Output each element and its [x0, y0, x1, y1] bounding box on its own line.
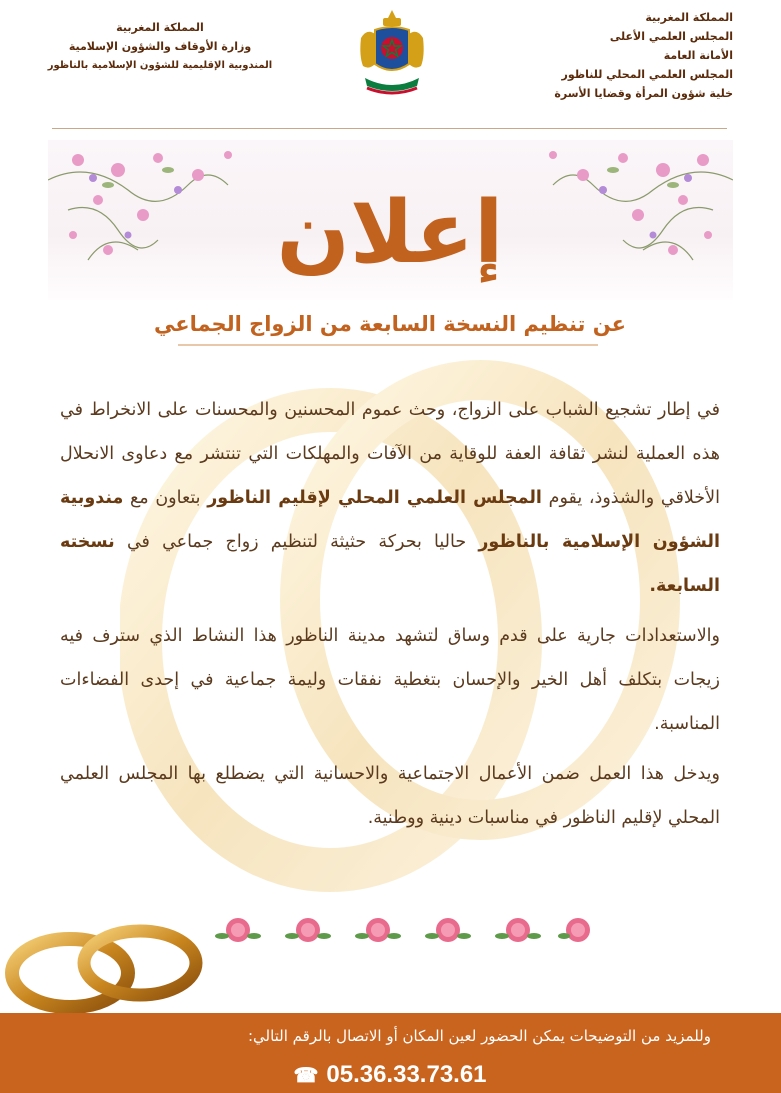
body-highlight: المجلس العلمي المحلي لإقليم الناظور	[207, 488, 542, 508]
header-right-line: الأمانة العامة	[663, 49, 733, 62]
header-left-line: المندوبية الإقليمية للشؤون الإسلامية بالناظور	[47, 60, 273, 71]
header-right-line: خلية شؤون المرأة وقضايا الأسرة	[554, 87, 733, 100]
header-right-line: المملكة المغربية	[645, 11, 733, 24]
body-highlight: نسخته السابعة.	[60, 532, 720, 596]
body-paragraph	[60, 388, 720, 608]
header-right-line: المجلس العلمي الأعلى	[609, 30, 733, 43]
header-left-line: وزارة الأوقاف والشؤون الإسلامية	[68, 40, 252, 53]
body-paragraph: ويدخل هذا العمل ضمن الأعمال الاجتماعية والاحسانية التي يضطلع بها المجلس العلمي المحلي لإقليم الناظور في مناسبات دينية ووطنية.	[60, 764, 720, 828]
announcement-body	[60, 388, 720, 846]
header-divider	[52, 128, 727, 129]
phone-icon: ☎	[293, 1065, 319, 1087]
page-subtitle: عن تنظيم النسخة السابعة من الزواج الجماعي	[154, 312, 626, 336]
body-text: بتعاون مع	[129, 488, 201, 508]
footer-contact-text: وللمزيد من التوضيحات يمكن الحضور لعين المكان أو الاتصال بالرقم التالي:	[247, 1027, 711, 1045]
wedding-rings-icon	[0, 908, 210, 1013]
body-highlight: مندوبية الشؤون الإسلامية بالناظور	[60, 488, 720, 552]
body-text: في إطار تشجيع الشباب على الزواج، وحث عموم المحسنين والمحسنات على الانخراط في هذه العملية لنشر ثقافة العفة للوقاية من الآفات والمهلكات التي تنتشر مع دعاوى الانحلال الأخلاقي والشذوذ، يقوم	[60, 400, 720, 508]
header-right-block	[473, 8, 733, 103]
phone-number[interactable]: 05.36.33.73.61	[326, 1061, 487, 1088]
header-left-line: المملكة المغربية	[116, 21, 204, 34]
header-right-line: المجلس العلمي المحلي للناظور	[561, 68, 733, 81]
coat-of-arms-icon	[357, 8, 427, 104]
body-paragraph: والاستعدادات جارية على قدم وساق لتشهد مدينة الناظور هذا النشاط الذي سترف فيه زيجات بتكلف أهل الخير والإحسان بتغطية نفقات وليمة جماعية في إحدى الفضاءات المناسبة.	[60, 626, 720, 734]
header-left-block	[30, 18, 290, 75]
footer-phone	[260, 1061, 520, 1089]
rose-border-icon	[208, 908, 608, 952]
footer-bar	[0, 1013, 781, 1093]
page-title: إعلان	[276, 183, 504, 283]
body-text: حاليا بحركة حثيثة لتنظيم زواج جماعي في	[126, 532, 467, 552]
